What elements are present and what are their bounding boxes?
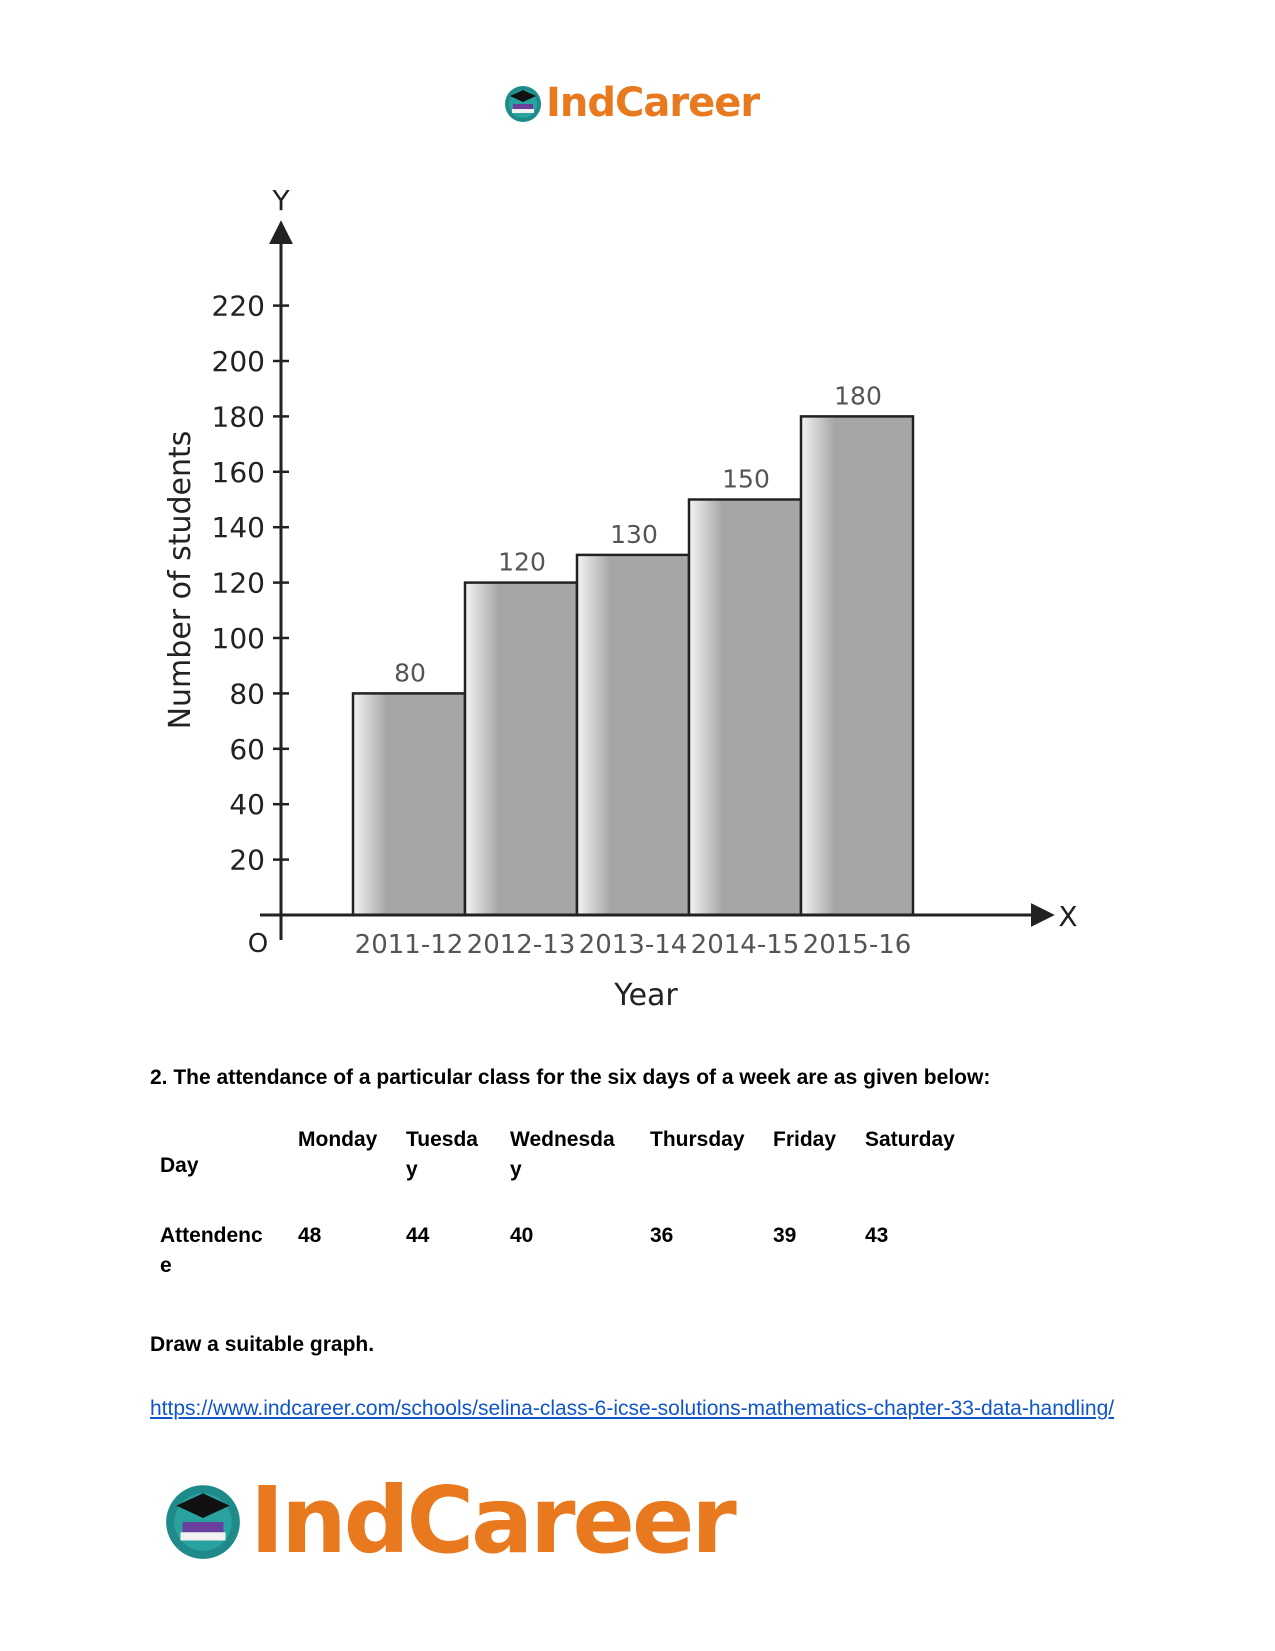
y-axis-letter: Y (272, 184, 290, 217)
x-category-label: 2015-16 (802, 930, 912, 960)
attendance-cell: 39 (773, 1224, 797, 1247)
bar-2015-16 (801, 416, 913, 915)
y-tick-label: 60 (229, 732, 265, 766)
indcareer-logo-top (502, 78, 759, 128)
bar-value-label: 150 (722, 464, 770, 494)
day-cell: Tuesda y (406, 1128, 478, 1181)
question-text: 2. The attendance of a particular class for the six days of a week are as given below: (150, 1066, 991, 1089)
day-cell: Friday (773, 1128, 837, 1151)
day-cell: Wednesda y (510, 1128, 615, 1181)
x-category-label: 2012-13 (466, 930, 576, 960)
bar-value-label: 80 (394, 658, 426, 688)
row-header-day: Day (160, 1154, 199, 1177)
indcareer-logo-bottom (160, 1465, 734, 1575)
attendance-cell: 43 (865, 1224, 889, 1247)
attendance-cell: 44 (406, 1224, 430, 1247)
y-tick-label: 160 (211, 455, 265, 489)
y-tick-label: 120 (211, 566, 265, 600)
day-cell: Thursday (650, 1128, 745, 1151)
x-axis-letter: X (1058, 900, 1078, 933)
y-tick-label: 40 (229, 788, 265, 822)
day-cell: Monday (298, 1128, 378, 1151)
attendance-cell: 48 (298, 1224, 322, 1247)
bar-value-label: 120 (498, 547, 546, 577)
x-category-label: 2013-14 (578, 930, 688, 960)
bar-2014-15 (689, 500, 801, 916)
indcareer-emblem-icon (502, 82, 544, 124)
attendance-cell: 40 (510, 1224, 534, 1247)
instruction-text: Draw a suitable graph. (150, 1333, 375, 1356)
origin-label: O (247, 929, 269, 959)
bar-value-label: 180 (834, 381, 882, 411)
attendance-table (150, 1125, 975, 1281)
x-category-label: 2014-15 (690, 930, 800, 960)
bar-2012-13 (465, 583, 577, 915)
logo-text: IndCareer (546, 80, 760, 126)
y-tick-label: 180 (211, 400, 265, 434)
x-category-label: 2011-12 (354, 930, 464, 960)
y-tick-label: 20 (229, 843, 265, 877)
y-tick-label: 100 (211, 622, 265, 655)
y-tick-label: 80 (229, 677, 265, 711)
y-tick-label: 200 (211, 345, 265, 378)
table-row-attendance (150, 1221, 975, 1281)
indcareer-emblem-icon (160, 1477, 246, 1563)
logo-text: IndCareer (250, 1466, 734, 1574)
source-link[interactable]: https://www.indcareer.com/schools/selina-class-6-icse-solutions-mathematics-chapter-33-data-handling/ (150, 1397, 1115, 1420)
attendance-cell: 36 (650, 1224, 674, 1247)
row-header-attendance: Attendenc e (160, 1224, 263, 1277)
y-tick-label: 140 (211, 511, 265, 545)
y-tick-label: 220 (211, 289, 265, 323)
x-axis-title: Year (614, 978, 678, 1013)
day-cell: Saturday (865, 1128, 955, 1151)
bar-2011-12 (353, 693, 465, 915)
bar-value-label: 130 (610, 519, 658, 549)
y-axis-title: Number of students (163, 430, 198, 730)
bar-chart (150, 180, 1078, 1013)
table-row-day (150, 1125, 975, 1221)
bar-2013-14 (577, 555, 689, 915)
